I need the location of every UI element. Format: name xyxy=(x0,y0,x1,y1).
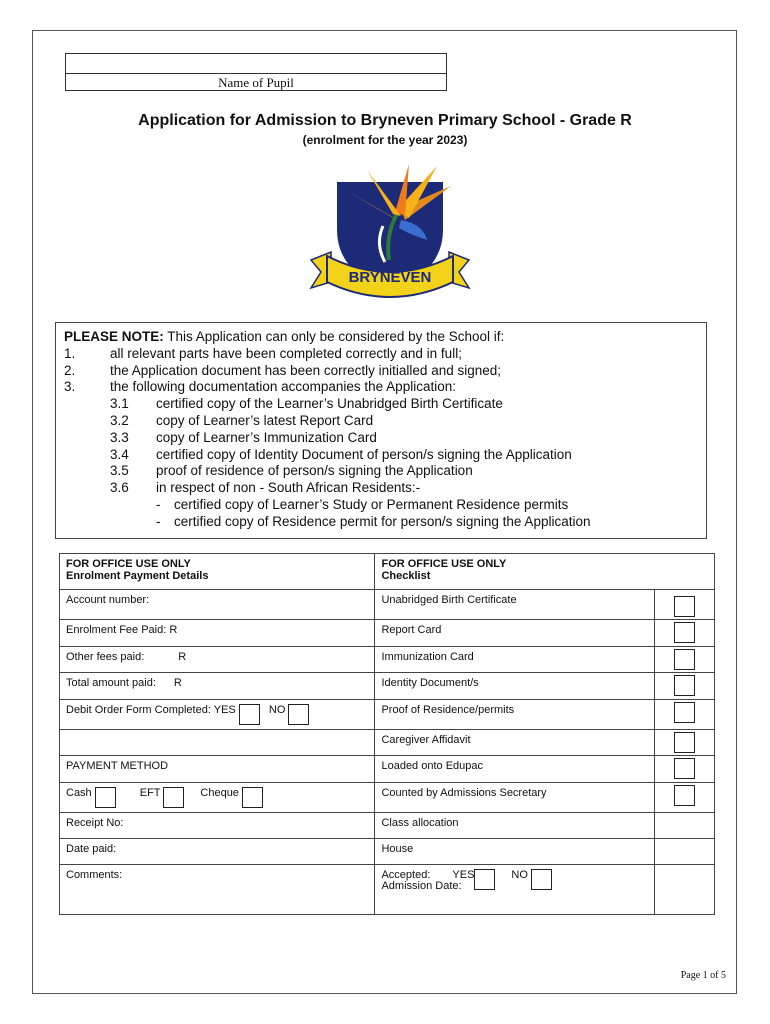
checklist-checkbox[interactable] xyxy=(674,675,695,696)
note-subitem: 3.4 certified copy of Identity Document of person/s signing the Application xyxy=(110,446,572,462)
eft-checkbox[interactable] xyxy=(163,787,184,808)
payment-details-heading: FOR OFFICE USE ONLY Enrolment Payment Details xyxy=(60,554,375,590)
enrolment-fee-field[interactable]: Enrolment Fee Paid: R xyxy=(60,620,375,647)
pupil-name-field[interactable] xyxy=(66,54,446,74)
class-allocation-value[interactable] xyxy=(655,813,715,839)
pupil-name-label: Name of Pupil xyxy=(218,75,294,90)
checklist-item: Caregiver Affidavit xyxy=(375,730,655,756)
checklist-checkbox[interactable] xyxy=(674,732,695,753)
debit-order-no-checkbox[interactable] xyxy=(288,704,309,725)
checklist-heading: FOR OFFICE USE ONLY Checklist xyxy=(375,554,715,590)
note-intro: This Application can only be considered by the School if: xyxy=(167,329,505,344)
note-heading: PLEASE NOTE: xyxy=(64,329,164,344)
checklist-item: Unabridged Birth Certificate xyxy=(375,590,655,620)
note-subitem: 3.5 proof of residence of person/s signing the Application xyxy=(110,463,473,479)
note-item: 1. all relevant parts have been completed correctly and in full; xyxy=(64,345,462,361)
other-fees-field[interactable]: Other fees paid: R xyxy=(60,647,375,673)
checklist-checkbox[interactable] xyxy=(674,622,695,643)
checklist-item: Counted by Admissions Secretary xyxy=(375,783,655,813)
please-note-box xyxy=(55,322,707,539)
accepted-value xyxy=(655,865,715,915)
note-dash-item: - certified copy of Residence permit for person/s signing the Application xyxy=(156,513,591,529)
page-number: Page 1 of 5 xyxy=(680,970,726,981)
checklist-item: Loaded onto Edupac xyxy=(375,756,655,783)
note-subitem: 3.6 in respect of non - South African Residents:- xyxy=(110,480,421,496)
checklist-item: Identity Document/s xyxy=(375,673,655,700)
checklist-item: House xyxy=(375,839,655,865)
checklist-item: Proof of Residence/permits xyxy=(375,700,655,730)
checklist-item: Report Card xyxy=(375,620,655,647)
document-title: Application for Admission to Bryneven Primary School - Grade R xyxy=(138,112,632,129)
checklist-item: Class allocation xyxy=(375,813,655,839)
pupil-name-box xyxy=(65,53,447,91)
note-item: 2. the Application document has been correctly initialled and signed; xyxy=(64,362,501,378)
payment-method-label: PAYMENT METHOD xyxy=(60,756,375,783)
blank-row xyxy=(60,730,375,756)
receipt-number-field[interactable]: Receipt No: xyxy=(60,813,375,839)
note-item: 3. the following documentation accompanies the Application: xyxy=(64,379,456,395)
office-use-table xyxy=(59,553,715,915)
accepted-no-checkbox[interactable] xyxy=(531,869,552,890)
payment-method-options: Cash EFT Cheque xyxy=(60,783,375,813)
total-amount-field[interactable]: Total amount paid: R xyxy=(60,673,375,700)
note-subitem: 3.1 certified copy of the Learner’s Unabridged Birth Certificate xyxy=(110,396,503,412)
accepted-row: Accepted: YES NO Admission Date: xyxy=(375,865,655,915)
note-dash-item: - certified copy of Learner’s Study or Permanent Residence permits xyxy=(156,496,569,512)
cash-checkbox[interactable] xyxy=(95,787,116,808)
note-subitem: 3.3 copy of Learner’s Immunization Card xyxy=(110,429,377,445)
cheque-checkbox[interactable] xyxy=(242,787,263,808)
checklist-item: Immunization Card xyxy=(375,647,655,673)
checklist-checkbox[interactable] xyxy=(674,649,695,670)
debit-order-yes-checkbox[interactable] xyxy=(239,704,260,725)
checklist-checkbox[interactable] xyxy=(674,758,695,779)
date-paid-field[interactable]: Date paid: xyxy=(60,839,375,865)
comments-field[interactable]: Comments: xyxy=(60,865,375,915)
accepted-yes-checkbox[interactable] xyxy=(474,869,495,890)
debit-order-row: Debit Order Form Completed: YES NO xyxy=(60,700,375,730)
checklist-checkbox[interactable] xyxy=(674,785,695,806)
account-number-field[interactable]: Account number: xyxy=(60,590,375,620)
school-logo xyxy=(305,160,475,310)
checklist-checkbox[interactable] xyxy=(674,596,695,617)
logo-banner-text: BRYNEVEN xyxy=(348,269,432,286)
document-subtitle: (enrolment for the year 2023) xyxy=(302,133,468,147)
checklist-checkbox[interactable] xyxy=(674,702,695,723)
note-subitem: 3.2 copy of Learner’s latest Report Card xyxy=(110,412,374,428)
house-value[interactable] xyxy=(655,839,715,865)
